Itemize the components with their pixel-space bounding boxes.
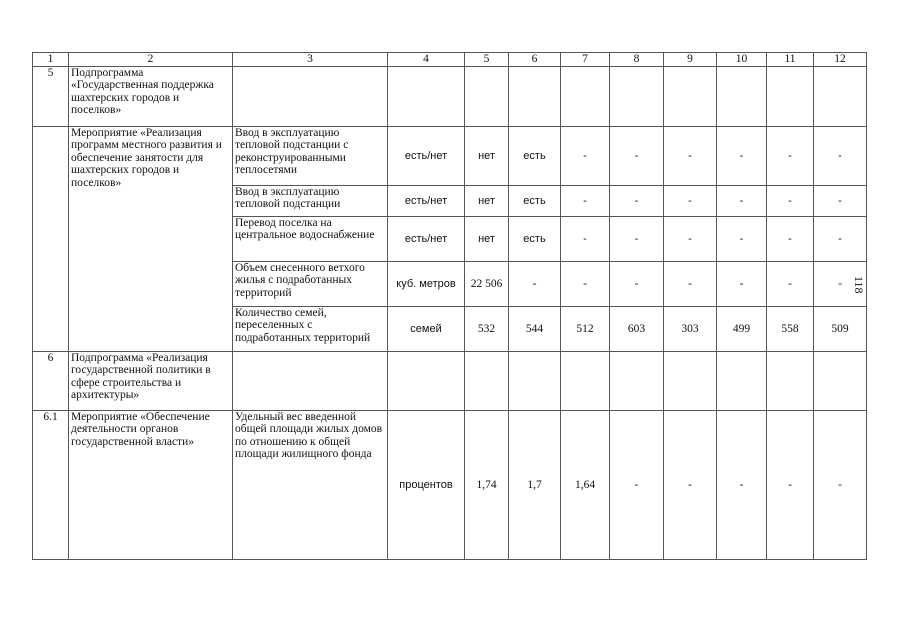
value-cell: 558 bbox=[767, 307, 814, 352]
value-cell: - bbox=[664, 186, 717, 217]
value-cell: 499 bbox=[717, 307, 767, 352]
header-cell: 7 bbox=[561, 53, 610, 67]
indicator-cell bbox=[233, 67, 388, 127]
value-cell: - bbox=[814, 411, 867, 560]
header-cell: 10 bbox=[717, 53, 767, 67]
value-cell bbox=[664, 352, 717, 411]
value-cell: - bbox=[767, 262, 814, 307]
value-cell: 512 bbox=[561, 307, 610, 352]
value-cell: - bbox=[717, 217, 767, 262]
row-name: Подпрограмма «Реализация государственной политики в сфере строительства и архитектуры» bbox=[69, 352, 233, 411]
row-number bbox=[33, 127, 69, 352]
value-cell bbox=[610, 67, 664, 127]
indicators-table bbox=[32, 52, 867, 560]
unit-cell bbox=[388, 67, 465, 127]
value-cell bbox=[465, 67, 509, 127]
value-cell bbox=[767, 67, 814, 127]
value-cell: - bbox=[610, 186, 664, 217]
row-number: 6.1 bbox=[33, 411, 69, 560]
value-cell bbox=[465, 352, 509, 411]
value-cell: - bbox=[767, 127, 814, 186]
value-cell: есть bbox=[509, 127, 561, 186]
indicator-cell: Ввод в эксплуатацию тепловой подстанции с реконструированными теплосетями bbox=[233, 127, 388, 186]
row-name: Мероприятие «Обеспечение деятельности органов государственной власти» bbox=[69, 411, 233, 560]
value-cell bbox=[767, 352, 814, 411]
value-cell: 1,74 bbox=[465, 411, 509, 560]
header-cell: 1 bbox=[33, 53, 69, 67]
value-cell bbox=[717, 67, 767, 127]
unit-cell bbox=[388, 352, 465, 411]
page-number: 118 bbox=[852, 276, 866, 294]
value-cell bbox=[561, 67, 610, 127]
table-header-row bbox=[33, 53, 867, 67]
value-cell: - bbox=[717, 186, 767, 217]
value-cell: - bbox=[610, 217, 664, 262]
value-cell: - bbox=[664, 262, 717, 307]
indicator-cell: Перевод поселка на центральное водоснабжение bbox=[233, 217, 388, 262]
unit-cell: есть/нет bbox=[388, 217, 465, 262]
value-cell: 22 506 bbox=[465, 262, 509, 307]
value-cell: нет bbox=[465, 127, 509, 186]
unit-cell: есть/нет bbox=[388, 127, 465, 186]
value-cell: 509 bbox=[814, 307, 867, 352]
value-cell bbox=[814, 67, 867, 127]
value-cell: - bbox=[664, 127, 717, 186]
unit-cell: семей bbox=[388, 307, 465, 352]
row-name: Подпрограмма «Государственная поддержка шахтерских городов и поселков» bbox=[69, 67, 233, 127]
value-cell: - bbox=[767, 411, 814, 560]
value-cell bbox=[509, 352, 561, 411]
value-cell: 603 bbox=[610, 307, 664, 352]
value-cell: - bbox=[610, 127, 664, 186]
value-cell: нет bbox=[465, 217, 509, 262]
header-cell: 9 bbox=[664, 53, 717, 67]
header-cell: 5 bbox=[465, 53, 509, 67]
value-cell: - bbox=[610, 262, 664, 307]
header-cell: 8 bbox=[610, 53, 664, 67]
value-cell: - bbox=[561, 186, 610, 217]
indicator-cell: Ввод в эксплуатацию тепловой подстанции bbox=[233, 186, 388, 217]
header-cell: 4 bbox=[388, 53, 465, 67]
header-cell: 12 bbox=[814, 53, 867, 67]
value-cell: - bbox=[561, 127, 610, 186]
value-cell: 544 bbox=[509, 307, 561, 352]
value-cell: - bbox=[814, 217, 867, 262]
table-row bbox=[33, 352, 867, 411]
indicator-cell bbox=[233, 352, 388, 411]
header-cell: 2 bbox=[69, 53, 233, 67]
row-name: Мероприятие «Реализация программ местного развития и обеспечение занятости для шахтерских городов и поселков» bbox=[69, 127, 233, 352]
header-cell: 6 bbox=[509, 53, 561, 67]
value-cell bbox=[561, 352, 610, 411]
value-cell: - bbox=[717, 127, 767, 186]
row-number: 6 bbox=[33, 352, 69, 411]
unit-cell: куб. метров bbox=[388, 262, 465, 307]
table-row bbox=[33, 411, 867, 560]
value-cell: - bbox=[717, 262, 767, 307]
value-cell bbox=[509, 67, 561, 127]
value-cell: - bbox=[814, 127, 867, 186]
value-cell: - bbox=[814, 186, 867, 217]
value-cell: - bbox=[561, 262, 610, 307]
header-cell: 11 bbox=[767, 53, 814, 67]
header-cell: 3 bbox=[233, 53, 388, 67]
value-cell: - bbox=[561, 217, 610, 262]
value-cell: - bbox=[664, 411, 717, 560]
value-cell: 1,64 bbox=[561, 411, 610, 560]
value-cell: есть bbox=[509, 217, 561, 262]
value-cell: 303 bbox=[664, 307, 717, 352]
value-cell: нет bbox=[465, 186, 509, 217]
value-cell: - bbox=[664, 217, 717, 262]
value-cell: 1,7 bbox=[509, 411, 561, 560]
value-cell: - bbox=[717, 411, 767, 560]
value-cell bbox=[814, 352, 867, 411]
unit-cell: процентов bbox=[388, 411, 465, 560]
value-cell: - bbox=[610, 411, 664, 560]
table-row bbox=[33, 67, 867, 127]
table-row bbox=[33, 127, 867, 186]
indicator-cell: Удельный вес введенной общей площади жилых домов по отношению к общей площади жилищного фонда bbox=[233, 411, 388, 560]
value-cell bbox=[610, 352, 664, 411]
value-cell: 532 bbox=[465, 307, 509, 352]
unit-cell: есть/нет bbox=[388, 186, 465, 217]
indicator-cell: Объем снесенного ветхого жилья с подработанных территорий bbox=[233, 262, 388, 307]
value-cell: - bbox=[509, 262, 561, 307]
value-cell bbox=[717, 352, 767, 411]
indicator-cell: Количество семей, переселенных с подработанных территорий bbox=[233, 307, 388, 352]
row-number: 5 bbox=[33, 67, 69, 127]
value-cell bbox=[664, 67, 717, 127]
value-cell: - bbox=[767, 217, 814, 262]
value-cell: - bbox=[767, 186, 814, 217]
value-cell: есть bbox=[509, 186, 561, 217]
value-cell: - bbox=[814, 262, 867, 307]
